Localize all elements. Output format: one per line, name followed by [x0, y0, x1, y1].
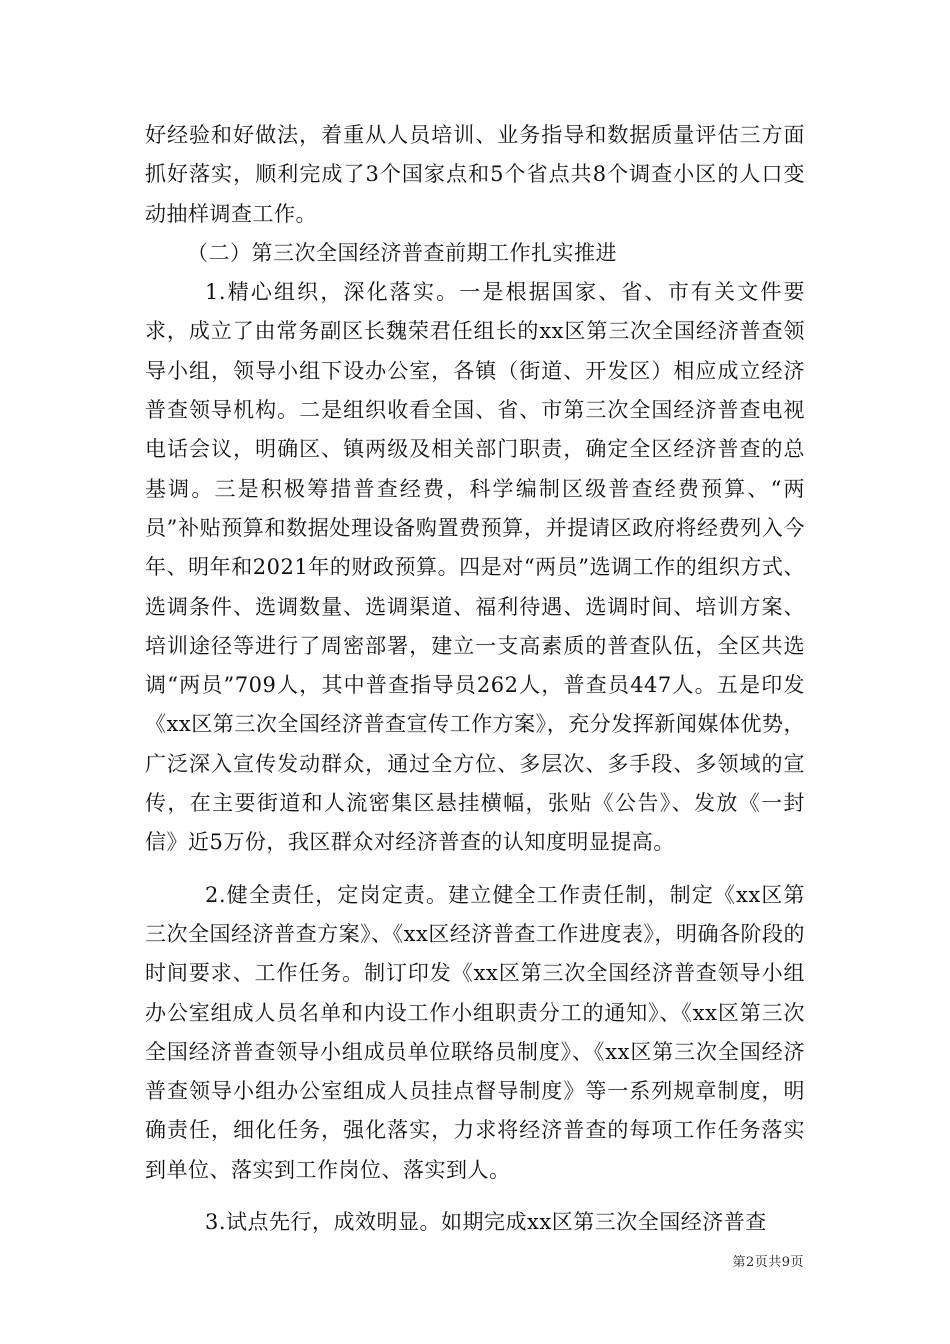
paragraph-item-2: 2.健全责任，定岗定责。建立健全工作责任制，制定《xx区第三次全国经济普查方案》、《xx区经济普查工作进度表》，明确各阶段的时间要求、工作任务。制订印发《xx区第三次全国经济普查领导小组办公室组成人员名单和内设工作小组职责分工的通知》、《xx区第三次全国经济普查领导小组成员单位联络员制度》、《xx区第三次全国经济普查领导小组办公室组成人员挂点督导制度》等一系列规章制度，明确责任，细化任务，强化落实，力求将经济普查的每项工作任务落实到单位、落实到工作岗位、落实到人。 [145, 882, 805, 1182]
paragraph-item-1: 1.精心组织，深化落实。一是根据国家、省、市有关文件要求，成立了由常务副区长魏荣君任组长的xx区第三次全国经济普查领导小组，领导小组下设办公室，各镇（街道、开发区）相应成立经济普查领导机构。二是组织收看全国、省、市第三次全国经济普查电视电话会议，明确区、镇两级及相关部门职责，确定全区经济普查的总基调。三是积极筹措普查经费，科学编制区级普查经费预算、“两员”补贴预算和数据处理设备购置费预算，并提请区政府将经费列入今年、明年和2021年的财政预算。四是对“两员”选调工作的组织方式、选调条件、选调数量、选调渠道、福利待遇、选调时间、培训方案、培训途径等进行了周密部署，建立一支高素质的普查队伍，全区共选调“两员”709人，其中普查指导员262人，普查员447人。五是印发《xx区第三次全国经济普查宣传工作方案》，充分发挥新闻媒体优势，广泛深入宣传发动群众，通过全方位、多层次、多手段、多领域的宣传，在主要街道和人流密集区悬挂横幅，张贴《公告》、发放《一封信》近5万份，我区群众对经济普查的认知度明显提高。 [145, 280, 805, 855]
paragraph-item-3: 3.试点先行，成效明显。如期完成xx区第三次全国经济普查 [205, 1210, 767, 1235]
page-number: 第2页共9页 [732, 1255, 804, 1270]
document-body [145, 116, 805, 1242]
paragraph-continued: 好经验和好做法，着重从人员培训、业务指导和数据质量评估三方面抓好落实，顺利完成了3个国家点和5个省点共8个调查小区的人口变动抽样调查工作。 [145, 123, 805, 226]
section-heading: （二）第三次全国经济普查前期工作扎实推进 [187, 240, 617, 265]
